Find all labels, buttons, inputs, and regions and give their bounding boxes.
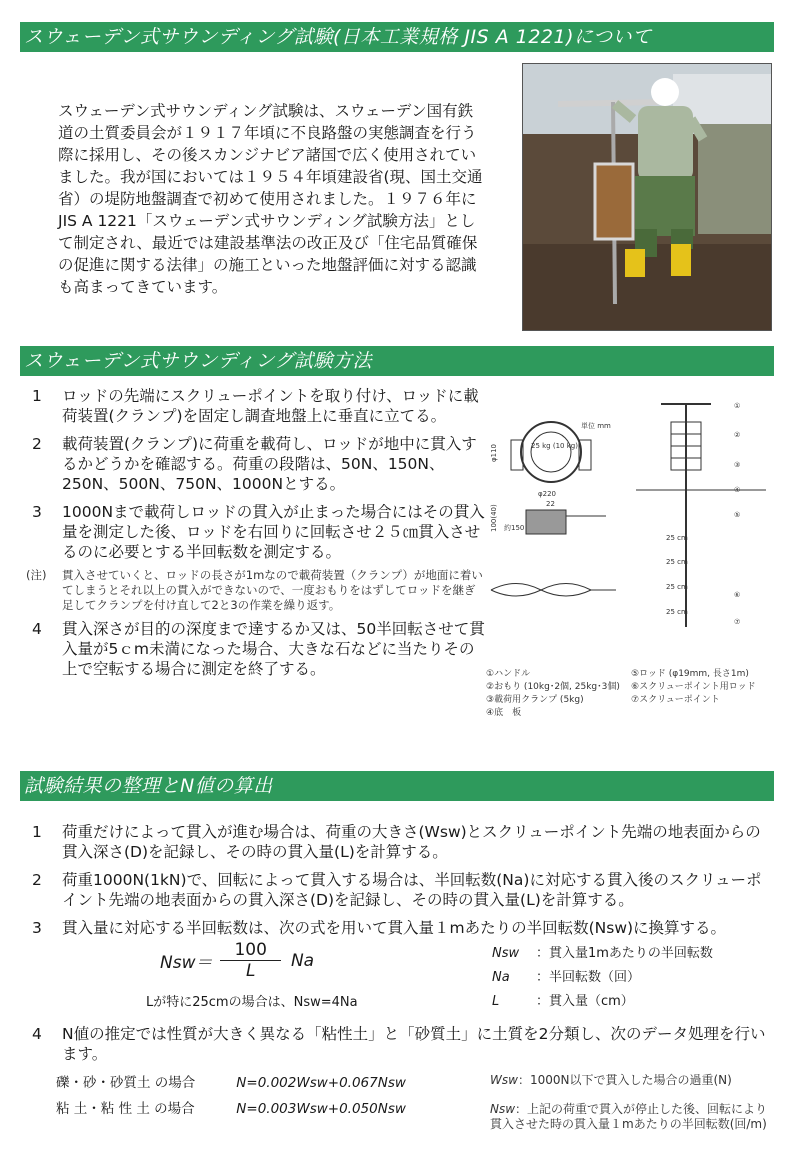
case-row: [56, 1097, 406, 1117]
step-text: 貫入量に対応する半回転数は、次の式を用いて貫入量１mあたりの半回転数(Nsw)に換算する。: [62, 919, 727, 937]
definition-text: ：貫入量1mあたりの半回転数: [536, 946, 713, 961]
case-formula: N=0.003Wsw+0.050Nsw: [236, 1101, 406, 1117]
field-test-photo: [522, 63, 772, 331]
diagram-marker-5: ⑤: [734, 511, 741, 519]
case-formula: N=0.002Wsw+0.067Nsw: [236, 1075, 406, 1091]
step-number: 1: [32, 387, 42, 405]
method-step: [26, 386, 486, 426]
legend-row: [486, 681, 776, 694]
apparatus-legend: [486, 668, 776, 720]
diagram-dim-7: 25 cm: [666, 534, 688, 542]
legend-item: [631, 707, 776, 720]
definition-symbol: Na: [492, 970, 510, 985]
step-text: 載荷装置(クランプ)に荷重を載荷し、ロッドが地中に貫入するかどうかを確認する。荷重の段階は、50N、150N、250N、500N、750N、1000Nとする。: [62, 435, 477, 493]
formula-denominator: L: [245, 961, 256, 981]
note-label: (注): [26, 568, 47, 582]
legend-item: ②おもり (10kg･2個, 25kg･3個): [486, 682, 620, 692]
intro-paragraph: スウェーデン式サウンディング試験は、スウェーデン国有鉄道の土質委員会が１９１７年頃に不良路盤の実態調査を行う際に採用し、その後スカンジナビア諸国で広く使用されていました。我が国においては１９５４年頃建設省(現、国土交通省）の堤防地盤調査で初めて使用されました。１９７６年にJIS A 1221「スウェーデン式サウンディング試験方法」として制定され、最近では建設基準法の改正及び「住宅品質確保の促進に関する法律」の施工といった地盤評価に対する認識も高まってきています。: [58, 102, 483, 296]
diagram-marker-1: ①: [734, 402, 741, 410]
diagram-unit-label: 単位 mm: [581, 422, 611, 430]
step-text: N値の推定では性質が大きく異なる「粘性土」と「砂質土」に土質を2分類し、次のデータ処理を行います。: [62, 1025, 766, 1063]
step-number: 3: [32, 503, 42, 521]
intro-section-title: スウェーデン式サウンディング試験(日本工業規格 JIS A 1221)について: [20, 22, 774, 52]
results-step-4: [26, 1024, 776, 1072]
formula-rhs: Na: [290, 950, 315, 971]
definition-symbol: Nsw: [492, 946, 520, 961]
method-step: [26, 502, 486, 562]
diagram-marker-3: ③: [734, 461, 741, 469]
results-step: [26, 1024, 776, 1064]
step-number: 1: [32, 823, 42, 841]
diagram-marker-6: ⑥: [734, 591, 741, 599]
legend-row: [486, 668, 776, 681]
diagram-marker-4: ④: [734, 486, 741, 494]
results-section-title: 試験結果の整理とN値の算出: [20, 771, 774, 801]
step-number: 4: [32, 620, 42, 638]
diagram-dim-9: 25 cm: [666, 583, 688, 591]
step-text: 1000Nまで載荷しロッドの貫入が止まった場合にはその貫入量を測定した後、ロッドを右回りに回転させ２５㎝貫入させるのに必要とする半回転数を測定する。: [62, 503, 485, 561]
formula-definitions: [492, 942, 713, 1014]
formula-numerator: 100: [220, 940, 280, 961]
definition-text: ：半回転数（回）: [536, 970, 641, 985]
case-note: [490, 1102, 770, 1132]
case-note: [490, 1073, 770, 1088]
formula-lhs: Nsw＝: [160, 953, 213, 973]
legend-item: ④底 板: [486, 708, 522, 718]
nsw-formula: [146, 940, 358, 1010]
diagram-dim-2: φ220: [538, 490, 556, 498]
step-number: 2: [32, 871, 42, 889]
legend-row: [486, 694, 776, 707]
definition-row: [492, 990, 713, 1014]
case-label: 礫・砂・砂質土 の場合: [56, 1075, 196, 1091]
definition-text: ：貫入量（cm）: [536, 994, 634, 1009]
method-section-title: スウェーデン式サウンディング試験方法: [20, 346, 774, 376]
note-text: 貫入させていくと、ロッドの長さが1mなので載荷装置（クランプ）が地面に着いてしまうとそれ以上の貫入ができないので、一度おもりをはずしてロッドを継ぎ足してクランプを付け直して2と3の作業を繰り返す。: [62, 568, 483, 612]
case-row: [56, 1071, 406, 1091]
case-note-text: ：1000N以下で貫入した場合の過重(N): [517, 1073, 732, 1087]
step-text: 荷重1000N(1kN)で、回転によって貫入する場合は、半回転数(Na)に対応する貫入後のスクリューポイント先端の地表面からの貫入深さ(D)を記録し、その時の貫入量(L)を計算する。: [62, 871, 762, 909]
step-text: ロッドの先端にスクリューポイントを取り付け、ロッドに載荷装置(クランプ)を固定し調査地盤上に垂直に立てる。: [62, 387, 479, 425]
results-step: [26, 822, 776, 862]
case-note-symbol: Wsw: [490, 1073, 518, 1087]
step-text: 貫入深さが目的の深度まで達するか又は、50半回転させて貫入量が5ｃm未満になった場合、大きな石などに当たりその上で空転する場合に測定を終了する。: [62, 620, 485, 678]
step-text: 荷重だけによって貫入が進む場合は、荷重の大きさ(Wsw)とスクリューポイント先端の地表面からの貫入深さ(D)を記録し、その時の貫入量(L)を計算する。: [62, 823, 761, 861]
definition-row: [492, 966, 713, 990]
diagram-dim-6: 約150: [504, 524, 525, 532]
definition-symbol: L: [492, 994, 500, 1009]
method-step: [26, 434, 486, 494]
diagram-dim-5: 100(40): [490, 504, 498, 532]
legend-row: [486, 707, 776, 720]
diagram-marker-7: ⑦: [734, 618, 741, 626]
step-number: 4: [32, 1025, 42, 1043]
legend-item: ⑤ロッド (φ19mm, 長さ1m): [631, 669, 749, 679]
diagram-dim-8: 25 cm: [666, 558, 688, 566]
diagram-dim-3: 22: [546, 500, 555, 508]
results-step: [26, 870, 776, 910]
results-step: [26, 918, 776, 938]
definition-row: [492, 942, 713, 966]
step-number: 3: [32, 919, 42, 937]
legend-item: ①ハンドル: [486, 669, 531, 679]
step-number: 2: [32, 435, 42, 453]
diagram-weight-label: 25 kg (10 kg): [531, 442, 578, 450]
method-steps: [26, 386, 486, 687]
legend-item: ⑦スクリューポイント: [631, 695, 720, 705]
legend-item: ⑥スクリューポイント用ロッド: [631, 682, 756, 692]
diagram-marker-2: ②: [734, 431, 741, 439]
method-step: [26, 619, 486, 679]
results-steps: [26, 822, 776, 946]
case-note-text: ：上記の荷重で貫入が停止した後、回転により貫入させた時の貫入量１mあたりの半回転数(回/m): [490, 1102, 768, 1131]
formula-special-case: Lが特に25cmの場合は、Nsw=4Na: [146, 995, 358, 1010]
case-note-symbol: Nsw: [490, 1102, 516, 1116]
method-note: [26, 568, 486, 613]
diagram-dim-10: 25 cm: [666, 608, 688, 616]
diagram-dim-1: φ110: [490, 444, 498, 462]
legend-item: ③載荷用クランプ (5kg): [486, 695, 584, 705]
case-label: 粘 土・粘 性 土 の場合: [56, 1101, 195, 1117]
worker-with-rod-illustration: [523, 64, 772, 331]
